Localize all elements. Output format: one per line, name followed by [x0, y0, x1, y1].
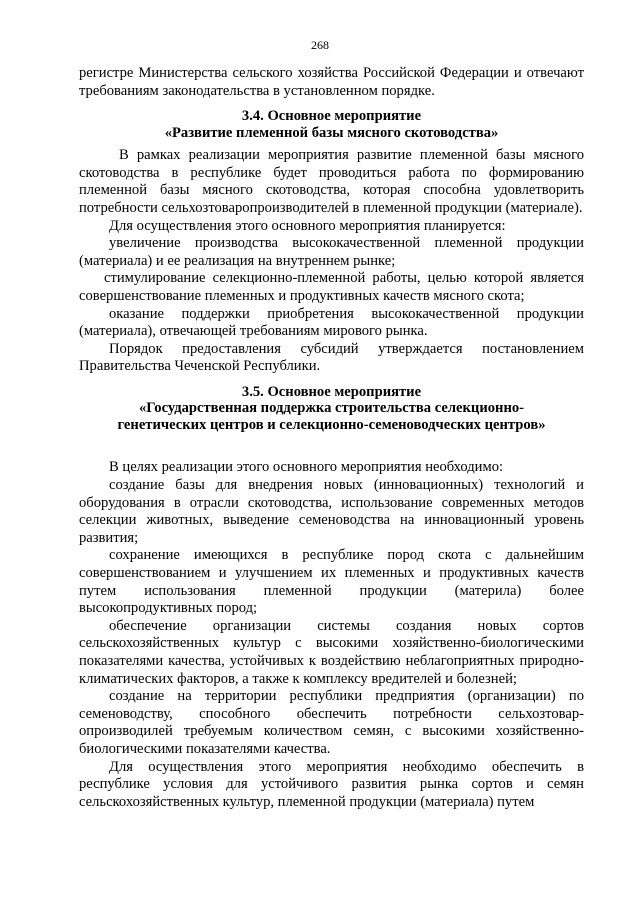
document-body: [79, 65, 584, 811]
section-3-5: [79, 384, 584, 811]
list-item: оказание поддержки приобретения высококачественной продукции (материала), отвечающей требованиям мирового рынка.: [79, 305, 584, 340]
section-heading-title: «Развитие племенной базы мясного скотоводства»: [164, 124, 499, 141]
page-number: 268: [311, 38, 329, 52]
list-item: создание на территории республики предприятия (организации) по семеноводству, способного обеспечить потребности сельхозтовар-опроизводилей требуемым количеством семян, с высокими хозяйственно-биологическими показателями качества.: [79, 688, 584, 757]
section-heading-title: «Государственная поддержка строительства селекционно-: [138, 400, 525, 417]
paragraph: Для осуществления этого мероприятия необходимо обеспечить в республике условия для устойчивого развития рынка сортов и семян сельскохозяйственных культур, племенной продукции (материала) путем: [79, 758, 584, 810]
section-3-4: [79, 108, 584, 376]
list-item: обеспечение организации системы создания новых сортов сельскохозяйственных культур с высокими хозяйственно-биологическими показателями качества, устойчивых к воздействию неблагоприятных природно-климатических факторов, а также к комплексу вредителей и болезней;: [79, 617, 584, 687]
section-heading-title-cont: генетических центров и селекционно-семеноводческих центров»: [117, 416, 546, 433]
list-item: стимулирование селекционно-племенной работы, целью которой является совершенствование племенных и продуктивных качеств мясного скота;: [79, 270, 584, 304]
paragraph-continuation: регистре Министерства сельского хозяйства Российской Федерации и отвечают требованиям законодательства в установленном порядке.: [79, 65, 584, 99]
list-item: увеличение производства высококачественной племенной продукции (материала) и ее реализация на внутреннем рынке;: [79, 235, 584, 269]
paragraph: Для осуществления этого основного мероприятия планируется:: [109, 217, 506, 234]
section-heading-number: 3.4. Основное мероприятие: [241, 108, 422, 125]
section-heading-number: 3.5. Основное мероприятие: [241, 383, 422, 400]
list-item: создание базы для внедрения новых (инновационных) технологий и оборудования в отрасли скотоводства, использование современных методов селекции животных, выведение семеноводства на инновационный уровень развития;: [79, 477, 584, 546]
paragraph: В рамках реализации мероприятия развитие племенной базы мясного скотоводства в республике будет проводиться работа по формированию племенной базы мясного скотоводства, которая способна удовлетворить потребности сельхозтоваропроизводителей в племенной продукции (материале).: [79, 147, 584, 216]
paragraph: Порядок предоставления субсидий утверждается постановлением Правительства Чеченской Республики.: [79, 340, 584, 375]
list-item: сохранение имеющихся в республике пород скота с дальнейшим совершенствованием и улучшением их племенных и продуктивных качеств путем использования племенной продукции (материла) более высокопродуктивных пород;: [79, 547, 584, 617]
paragraph: В целях реализации этого основного мероприятия необходимо:: [109, 459, 504, 476]
